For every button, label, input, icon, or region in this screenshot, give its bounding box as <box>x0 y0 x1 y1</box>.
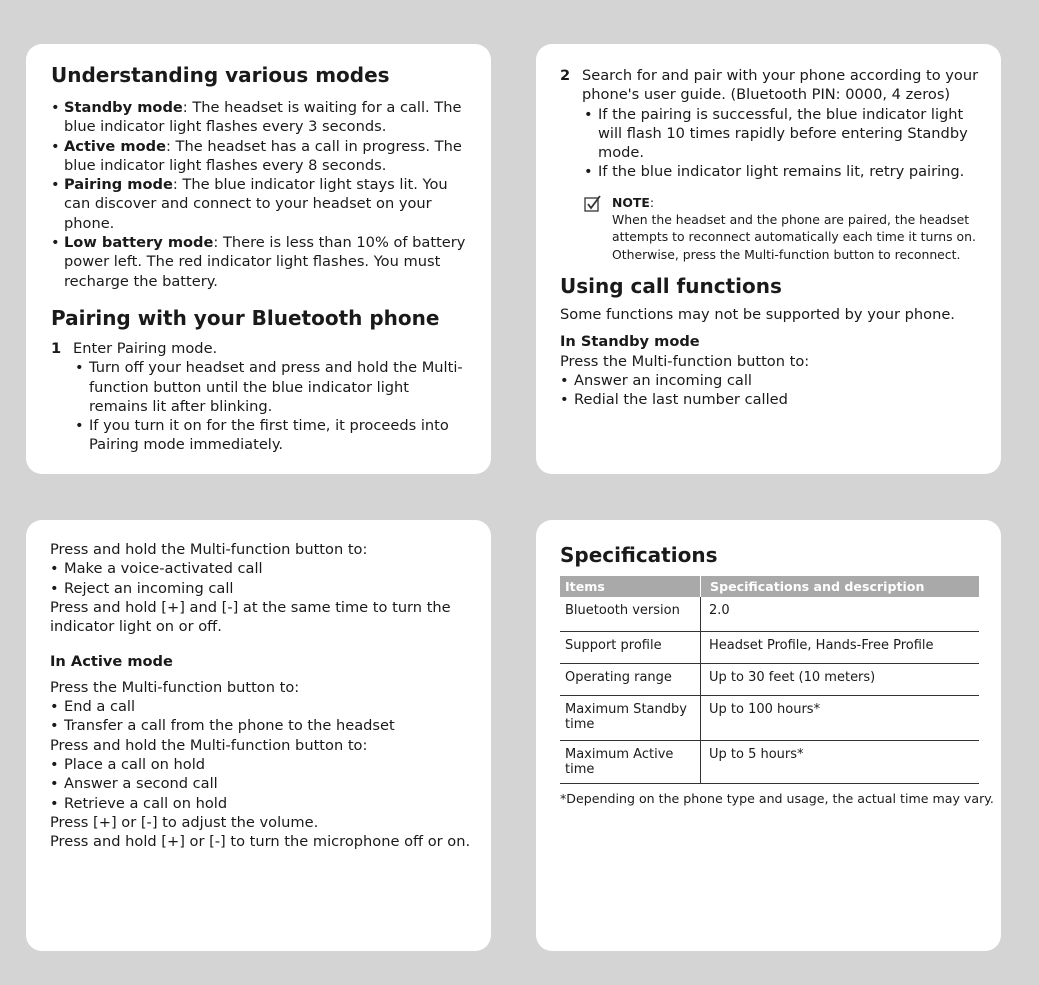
step1-bullet: • If you turn it on for the first time, it proceeds into Pairing mode immediately. <box>51 416 471 455</box>
call-functions-intro: Some functions may not be supported by your phone. <box>560 305 955 323</box>
spec-item: Maximum Active time <box>560 740 701 783</box>
pairing-step-1 <box>51 339 471 358</box>
note-text: When the headset and the phone are paired, the headset attempts to reconnect automatically each time it turns on. Otherwise, press the Multi-function button to reconnect. <box>612 212 976 262</box>
active-heading: In Active mode <box>50 653 173 671</box>
mode-desc: : The blue indicator light stays lit. You can discover and connect to your headset on your phone. <box>64 176 448 232</box>
specs-header-items: Items <box>560 576 701 597</box>
mode-standby <box>51 98 471 137</box>
specs-table <box>560 576 979 784</box>
mode-low-battery <box>51 233 471 291</box>
note-title: NOTE <box>612 194 650 210</box>
active-line: Press and hold the Multi-function button to: <box>50 736 368 754</box>
specs-header-description: Specifications and description <box>701 576 980 597</box>
modes-title: Understanding various modes <box>51 63 390 87</box>
active-bullet: • Retrieve a call on hold <box>50 794 471 813</box>
standby-bullet: • Reject an incoming call <box>50 579 471 598</box>
call-functions-title: Using call functions <box>560 273 782 298</box>
step2-bullet: • If the pairing is successful, the blue indicator light will flash 10 times rapidly before entering Standby mode. <box>560 105 981 163</box>
step-number: 1 <box>51 339 62 357</box>
step-text: Enter Pairing mode. <box>73 339 218 357</box>
standby-line: Press and hold [+] and [-] at the same time to turn the indicator light on or off. <box>50 598 451 636</box>
mode-active <box>51 137 471 176</box>
step-number: 2 <box>560 67 571 84</box>
pairing-cont-panel <box>536 44 1001 474</box>
note-box <box>560 194 981 263</box>
pairing-step-2 <box>560 66 981 105</box>
standby-bullet: • Answer an incoming call <box>560 371 981 390</box>
active-line: Press and hold [+] or [-] to turn the microphone off or on. <box>50 833 471 851</box>
step1-bullet: • Turn off your headset and press and hold the Multi-function button until the blue indicator light remains lit after blinking. <box>51 358 471 416</box>
spec-value: Headset Profile, Hands-Free Profile <box>701 631 980 663</box>
mode-pairing <box>51 175 471 233</box>
active-bullet: • Transfer a call from the phone to the headset <box>50 716 471 735</box>
active-line: Press the Multi-function button to: <box>50 678 300 696</box>
table-row <box>560 695 979 740</box>
spec-item: Operating range <box>560 663 701 695</box>
specifications-panel <box>536 520 1001 951</box>
active-bullet: • Answer a second call <box>50 774 471 793</box>
table-row <box>560 631 979 663</box>
specs-header-row <box>560 576 979 597</box>
specs-footnote: *Depending on the phone type and usage, the actual time may vary. <box>560 790 994 806</box>
table-row <box>560 663 979 695</box>
table-row <box>560 597 979 631</box>
mode-desc: : There is less than 10% of battery power left. The red indicator light flashes. You must recharge the battery. <box>64 234 466 290</box>
mode-name: Low battery mode <box>64 234 214 252</box>
active-bullet: • Place a call on hold <box>50 755 471 774</box>
spec-item: Maximum Standby time <box>560 695 701 740</box>
standby-line: Press the Multi-function button to: <box>560 352 810 370</box>
spec-value: Up to 30 feet (10 meters) <box>701 663 980 695</box>
spec-item: Bluetooth version <box>560 597 701 631</box>
mode-desc: : The headset has a call in progress. The blue indicator light flashes every 8 seconds. <box>64 137 462 174</box>
step-text: Search for and pair with your phone according to your phone's user guide. (Bluetooth PIN: 0000, 4 zeros) <box>582 67 979 104</box>
table-row <box>560 740 979 783</box>
mode-name: Active mode <box>64 137 166 155</box>
active-line: Press [+] or [-] to adjust the volume. <box>50 813 319 831</box>
spec-value: Up to 5 hours* <box>701 740 980 783</box>
standby-line: Press and hold the Multi-function button to: <box>50 541 368 558</box>
modes-list <box>51 98 471 291</box>
call-functions-cont-panel <box>26 520 491 951</box>
modes-panel <box>26 44 491 474</box>
spec-value: Up to 100 hours* <box>701 695 980 740</box>
mode-name: Standby mode <box>64 99 183 116</box>
standby-bullet: • Redial the last number called <box>560 390 981 409</box>
specs-title: Specifications <box>560 543 718 567</box>
note-colon: : <box>649 194 655 210</box>
active-bullet: • End a call <box>50 697 471 716</box>
checkbox-check-icon <box>584 195 602 213</box>
spec-item: Support profile <box>560 631 701 663</box>
pairing-title: Pairing with your Bluetooth phone <box>51 305 440 330</box>
spec-value: 2.0 <box>701 597 980 631</box>
standby-bullet: • Make a voice-activated call <box>50 559 471 578</box>
standby-heading: In Standby mode <box>560 333 700 351</box>
step2-bullet: • If the blue indicator light remains lit, retry pairing. <box>560 162 981 181</box>
mode-desc: : The headset is waiting for a call. The blue indicator light flashes every 3 seconds. <box>64 99 462 136</box>
mode-name: Pairing mode <box>64 176 173 194</box>
